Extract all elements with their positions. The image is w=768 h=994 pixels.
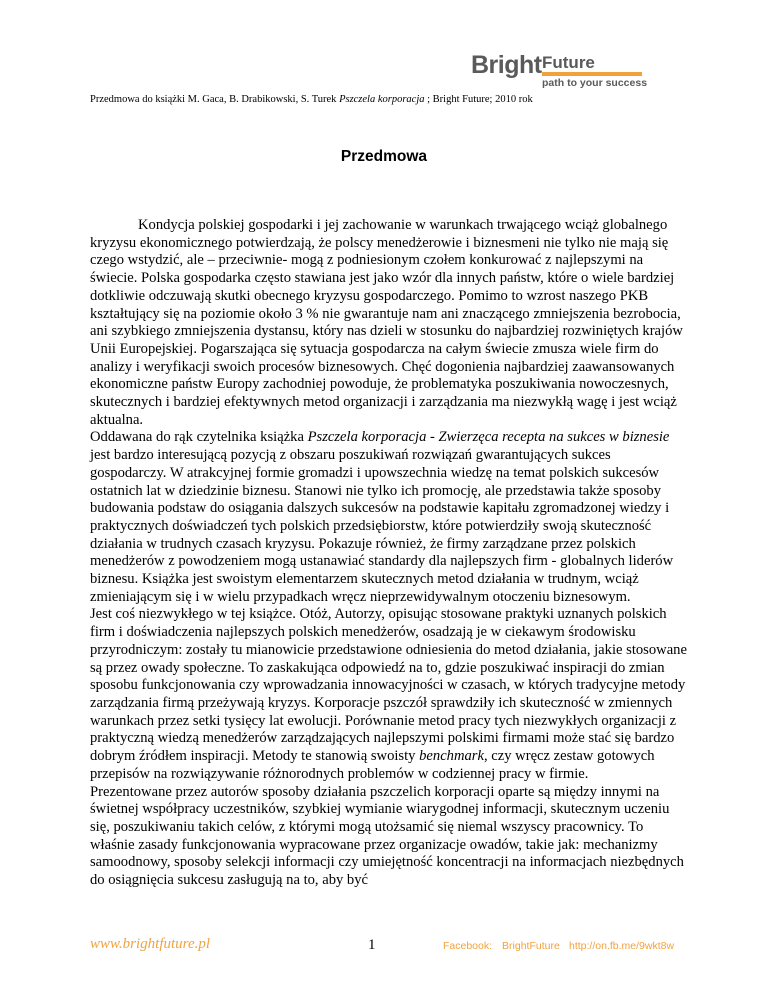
paragraph-2 [90, 429, 688, 606]
document-body [90, 217, 688, 890]
logo-tagline: path to your success [542, 77, 648, 89]
header-book-title: Pszczela korporacja [339, 94, 425, 105]
bright-future-logo [471, 51, 646, 91]
page-number: 1 [368, 937, 376, 953]
footer-facebook [443, 940, 560, 952]
header-suffix: ; Bright Future; 2010 rok [424, 94, 533, 105]
paragraph-2-intro: Oddawana do rąk czytelnika książka [90, 429, 308, 446]
footer-facebook-link[interactable]: http://on.fb.me/9wkt8w [569, 940, 675, 952]
logo-accent-bar [542, 72, 642, 76]
logo-word-future: Future [542, 53, 595, 72]
document-header [90, 94, 533, 105]
paragraph-3 [90, 606, 688, 783]
logo-word-bright: Bright [471, 51, 542, 79]
paragraph-3-intro: Jest coś niezwykłego w tej książce. Otóż, Autorzy, opisując stosowane praktyki uznanych polskich firm i doświadczenia najlepszych polskich menedżerów, osadzają je w ciekawym środowisku przyrodniczym: zostały tu mianowicie przedstawione odniesienia do metod działania, jakie stosowane są przez owady społeczne. To zaskakująca odpowiedź na to, gdzie poszukiwać inspiracji do zmian sposobu funkcjonowania czy wprowadzania innowacyjności w czasach, w których tradycyjne metody zarządzania firmą przeżywają kryzys. Korporacje pszczół sprawdziły ich skuteczność w zmiennych warunkach przez setki tysięcy lat ewolucji. Porównanie metod pracy tych niezwykłych organizacji z praktyczną wiedzą menedżerów zarządzających najlepszymi polskimi firmami może stać się bardzo dobrym źródłem inspiracji. Metody te stanowią swoisty [90, 606, 687, 765]
facebook-label: Facebook: [443, 940, 493, 952]
page-title: Przedmowa [340, 148, 428, 165]
facebook-name: BrightFuture [502, 940, 560, 952]
paragraph-2-rest: jest bardzo interesującą pozycją z obszaru poszukiwań rozwiązań gwarantujących sukces gospodarczy. W atrakcyjnej formie gromadzi i upowszechnia wiedzę na temat polskich sukcesów ostatnich lat w dziedzinie biznesu. Stanowi nie tylko ich promocję, ale przedstawia także sposoby budowania podstaw do osiągania dalszych sukcesów na podstawie kapitału zgromadzonej wiedzy i praktycznych doświadczeń tych polskich przedsiębiorstw, które potwierdziły swoją skuteczność działania w trudnych czasach kryzysu. Pokazuje również, że firmy zarządzane przez polskich menedżerów z powodzeniem mogą ustanawiać standardy dla najlepszych firm - globalnych liderów biznesu. Książka jest swoistym elementarzem skutecznych metod działania w trudnym, wciąż zmieniającym się i w wielu przypadkach wręcz nieprzewidywalnym otoczeniu biznesowym. [90, 447, 674, 605]
book-title-italic: Pszczela korporacja - Zwierzęca recepta na sukces w biznesie [307, 429, 670, 446]
footer-website-link[interactable]: www.brightfuture.pl [90, 936, 211, 952]
benchmark-term: benchmark [419, 748, 484, 765]
paragraph-4: Prezentowane przez autorów sposoby działania pszczelich korporacji oparte są między innymi na świetnej współpracy uczestników, szybkiej wymianie wiarygodnej informacji, skutecznym uczeniu się, poszukiwaniu takich celów, z którymi mogą utożsamić się niemal wszyscy pracownicy. To właśnie zasady funkcjonowania wypracowane przez organizacje owadów, takie jak: mechanizmy samoodnowy, sposoby selekcji informacji czy umiejętność koncentracji na informacjach niezbędnych do osiągnięcia sukcesu zasługują na to, aby być [90, 783, 684, 889]
paragraph-3-rest: , czy wręcz zestaw gotowych przepisów na rozwiązywanie różnorodnych problemów w codziennej pracy w firmie. [90, 748, 655, 782]
header-prefix: Przedmowa do książki M. Gaca, B. Drabikowski, S. Turek [90, 94, 340, 105]
paragraph-1: Kondycja polskiej gospodarki i jej zachowanie w warunkach trwającego wciąż globalnego kryzysu ekonomicznego potwierdzają, że polscy menedżerowie i biznesmeni nie tylko nie mają się czego wstydzić, ale – przeciwnie- mogą z podniesionym czołem konkurować z najlepszymi na świecie. Polska gospodarka często stawiana jest jako wzór dla innych państw, które o wiele bardziej dotkliwie odczuwają skutki obecnego kryzysu gospodarczego. Pomimo to wzrost naszego PKB kształtujący się na poziomie około 3 % nie gwarantuje nam ani znaczącego zmniejszenia bezrobocia, ani szybkiego zmniejszenia dystansu, który nas dzieli w stosunku do najbardziej rozwiniętych krajów Unii Europejskiej. Pogarszająca się sytuacja gospodarcza na całym świecie zmusza wiele firm do analizy i weryfikacji swoich procesów biznesowych. Chęć dogonienia najbardziej zaawansowanych ekonomiczne państw Europy zachodniej powoduje, że problematyka poszukiwania nowoczesnych, skutecznych i bardziej efektywnych metod organizacji i zarządzania ma niezwykłą wagę i jest wciąż aktualna. [90, 217, 683, 428]
